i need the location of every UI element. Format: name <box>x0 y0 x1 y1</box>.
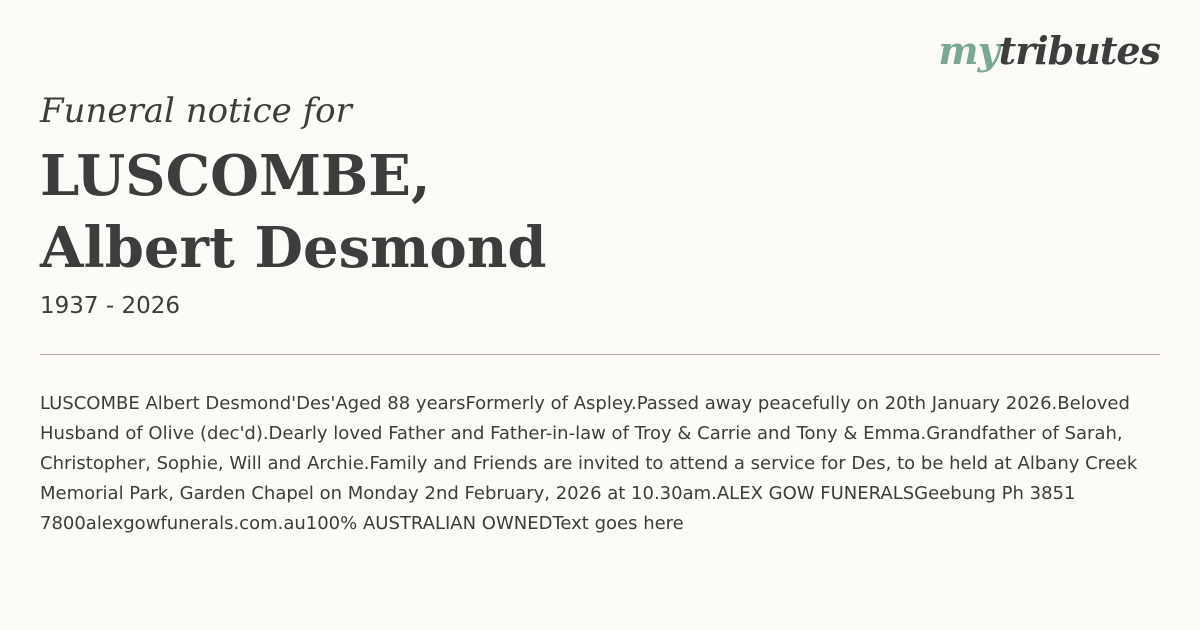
deceased-given-names: Albert Desmond <box>40 215 547 281</box>
logo-tributes: tributes <box>998 28 1160 73</box>
logo-my: my <box>938 28 999 73</box>
mytributes-logo[interactable] <box>938 28 1160 73</box>
notice-body: LUSCOMBE Albert Desmond'Des'Aged 88 yearsFormerly of Aspley.Passed away peacefully on 20th January 2026.Beloved Husband of Olive (dec'd).Dearly loved Father and Father-in-law of Troy & Carrie and Tony & Emma.Grandfather of Sarah, Christopher, Sophie, Will and Archie.Family and Friends are invited to attend a service for Des, to be held at Albany Creek Memorial Park, Garden Chapel on Monday 2nd February, 2026 at 10.30am.ALEX GOW FUNERALSGeebung Ph 3851 7800alexgowfunerals.com.au100% AUSTRALIAN OWNEDText goes here <box>40 393 1138 534</box>
divider <box>40 354 1160 355</box>
deceased-surname: LUSCOMBE, <box>40 143 431 209</box>
life-years: 1937 - 2026 <box>40 293 180 319</box>
notice-intro: Funeral notice for <box>40 91 352 131</box>
deceased-name <box>40 140 547 284</box>
